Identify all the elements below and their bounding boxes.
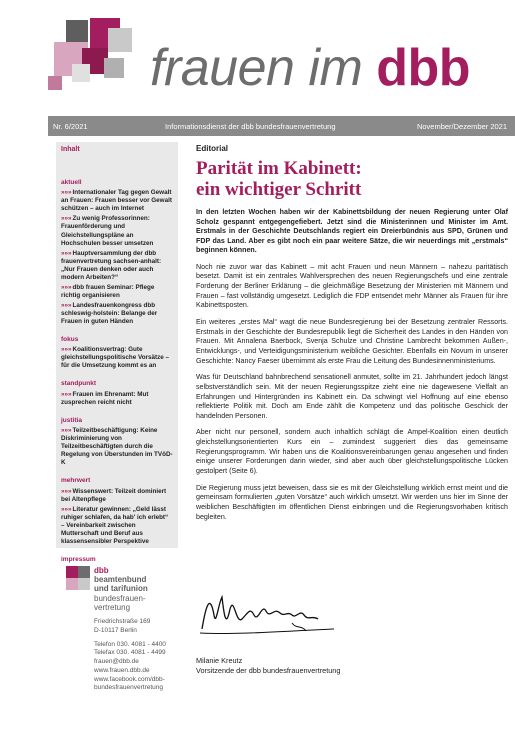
- toc-item[interactable]: [61, 391, 173, 407]
- toc-section-head: standpunkt: [61, 380, 97, 388]
- address-line: www.frauen.dbb.de: [94, 666, 150, 674]
- article-paragraph: Noch nie zuvor war das Kabinett – mit acht Frauen und neun Männern – nahezu paritätisch besetzt. Damit ist ein zentrales Wahlversprechen des neuen Regierungschefs und eine zentrale Forderung der Berliner Erklärung – die gleichmäßige Besetzung der Ministerien mit Männern und Frauen – fast vollständig umgesetzt. Lediglich die FDP entsendet mehr Männer als Frauen für ihre Kabinettsposten.: [196, 262, 508, 310]
- table-of-contents: [56, 142, 178, 564]
- signature-image: [196, 585, 346, 643]
- toc-section: [61, 380, 173, 406]
- toc-impressum[interactable]: impressum: [61, 556, 96, 564]
- address-line: Telefon 030. 4081 - 4400: [94, 640, 166, 648]
- headline-line: ein wichtiger Schritt: [196, 178, 362, 200]
- article-lead: In den letzten Wochen haben wir der Kabinettsbildung der neuen Regierung unter Olaf Scholz gespannt entgegengefiebert. Jetzt sind die Ministerinnen und Minister im Amt. Erstmals in der Geschichte Deutschlands regiert ein Dreierbündnis aus SPD, Grünen und FDP das Land. Aber es gibt noch ein paar weitere Sätze, die wir neuerdings mit „erstmals“ beginnen können.: [196, 208, 508, 255]
- logo-squares: [48, 18, 132, 90]
- toc-item-text: Literatur gewinnen: „Geld lässt ruhiger schlafen, da hab' ich erlebt“ – Vereinbarkeit zwischen Mutterschaft und Beruf aus klassensensibler Perspektive: [61, 505, 169, 546]
- masthead-part1: frauen im: [150, 39, 377, 97]
- masthead: [150, 38, 470, 98]
- toc-item-text: Teilzeitbeschäftigung: Keine Diskriminierung von Teilzeitbeschäftigten durch die Regelung von Überstunden im TVöD-K: [61, 427, 173, 467]
- address-line: www.facebook.com/dbb-: [94, 675, 165, 683]
- brand-line: beamtenbund: [94, 575, 147, 585]
- arrow-icon: »»»: [61, 249, 72, 257]
- toc-item[interactable]: [61, 284, 173, 300]
- article-paragraph: Was für Deutschland bahnbrechend sensationell anmutet, sollte im 21. Jahrhundert jedoch längst selbstverständlich sein. Mit der neuen Regierungsspitze zieht eine nie dagewesene Vielfalt an Erfahrungen und Hintergründen ins Kabinett ein. Da schwingt viel Hoffnung auf eine ebenso reflektierte Politik mit. Doch am Ende zählt die Kompetenz und das politische Geschick der handelnden Personen.: [196, 373, 508, 420]
- arrow-icon: »»»: [61, 215, 72, 223]
- arrow-icon: »»»: [61, 390, 72, 398]
- brand-line: und tarifunion: [94, 584, 148, 594]
- toc-section: [61, 417, 173, 468]
- toc-item[interactable]: [61, 506, 173, 546]
- arrow-icon: »»»: [61, 505, 72, 513]
- brand-line: dbb: [94, 566, 109, 575]
- article-paragraph: Die Regierung muss jetzt beweisen, dass sie es mit der Gleichstellung wirklich ernst meint und die gemeinsam formulierten „guten Vorsätze“ auch wirklich umsetzt. Wir werden uns hier im Sinne der weiblichen Beschäftigten im öffentlichen Dienst einbringen und die Regierungsvorhaben kritisch begleiten.: [196, 483, 508, 521]
- arrow-icon: »»»: [61, 427, 72, 435]
- signer-role: Vorsitzende der dbb bundesfrauenvertretung: [196, 666, 341, 675]
- toc-section-head: aktuell: [61, 178, 82, 186]
- masthead-part2: dbb: [376, 39, 471, 97]
- toc-item-text: Internationaler Tag gegen Gewalt an Frauen: Frauen besser vor Gewalt schützen – auch im Internet: [61, 189, 172, 213]
- toc-item-text: Wissenswert: Teilzeit dominiert bei Altenpflege: [61, 487, 167, 503]
- publication-description: Informationsdienst der dbb bundesfrauenvertretung: [165, 121, 336, 131]
- section-label: Editorial: [196, 144, 229, 153]
- toc-item[interactable]: [61, 302, 173, 326]
- info-bar: [48, 116, 515, 136]
- toc-section-head: fokus: [61, 336, 79, 344]
- toc-item[interactable]: [61, 488, 173, 504]
- signer-name: Milanie Kreutz: [196, 656, 243, 665]
- toc-title: Inhalt: [61, 146, 80, 153]
- toc-item-text: Frauen im Ehrenamt: Mut zusprechen reicht nicht: [61, 390, 149, 406]
- toc-item[interactable]: [61, 189, 173, 213]
- toc-item-text: dbb frauen Seminar: Pflege richtig organisieren: [61, 283, 155, 299]
- toc-section: [61, 477, 173, 546]
- toc-item[interactable]: [61, 215, 173, 247]
- toc-item[interactable]: [61, 427, 173, 467]
- address-line: frauen@dbb.de: [94, 658, 139, 666]
- article-headline: [196, 159, 508, 200]
- dbb-brand: [94, 566, 148, 612]
- editorial-article: [196, 144, 508, 529]
- toc-item[interactable]: [61, 250, 173, 282]
- dbb-logo: [66, 566, 90, 590]
- issue-number: Nr. 6/2021: [53, 121, 88, 131]
- toc-item-text: Landesfrauenkongress dbb schleswig-holstein: Belange der Frauen in guten Händen: [61, 301, 158, 325]
- article-paragraph: Ein weiteres „erstes Mal“ wagt die neue Bundesregierung bei der Besetzung zentraler Ressorts. Erstmals in der Geschichte der Bundesrepublik liegt die Sicherheit des Landes in den Händen von Frauen. Mit Annalena Baerbock, Svenja Schulze und Christine Lambrecht bekommen Außen-, Entwicklungs-, und Verteidigungsministerium weibliche Gesichter. Ebenfalls ein Novum in unserer Geschichte: Nancy Faeser übernimmt als erste Frau die Leitung des Bundesinnenministeriums.: [196, 318, 508, 365]
- arrow-icon: »»»: [61, 283, 72, 291]
- contact-address: [94, 618, 166, 693]
- toc-item[interactable]: [61, 346, 173, 370]
- address-line: bundesfrauenvertretung: [94, 684, 164, 692]
- brand-line: bundesfrauen-: [94, 593, 146, 603]
- brand-line: vertretung: [94, 602, 131, 612]
- address-line: Telefax 030. 4081 - 4499: [94, 649, 166, 657]
- arrow-icon: »»»: [61, 301, 72, 309]
- arrow-icon: »»»: [61, 189, 72, 197]
- arrow-icon: »»»: [61, 346, 72, 354]
- toc-section-head: justitia: [61, 416, 82, 424]
- toc-item-text: Hauptversammlung der dbb frauenvertretung sachsen-anhalt: „Nur Frauen denken oder auch modern Arbeiten?“: [61, 249, 162, 281]
- address-line: D-10117 Berlin: [94, 626, 137, 634]
- issue-date: November/Dezember 2021: [416, 121, 507, 131]
- arrow-icon: »»»: [61, 487, 72, 495]
- toc-item-text: Koalitionsvertrag: Gute gleichstellungspolitische Vorsätze – für die Umsetzung kommt es an: [61, 346, 170, 370]
- address-line: Friedrichstraße 169: [94, 618, 151, 625]
- toc-section: [61, 179, 173, 326]
- article-paragraph: Aber nicht nur personell, sondern auch inhaltlich schlägt die Ampel-Koalition einen deutlich gleichstellungsorientierten Kurs ein – zumindest suggeriert dies das gemeinsame Regierungsprogramm. Wir haben uns die Koalitionsvereinbarungen genau angesehen und finden einige unserer Forderungen darin wieder, sind aber auch über gleichstellungspolitische Lücken gestolpert (Seite 6).: [196, 428, 508, 476]
- toc-section-head: mehrwert: [61, 477, 91, 485]
- headline-line: Parität im Kabinett:: [196, 158, 362, 179]
- toc-section: [61, 336, 173, 370]
- toc-item-text: Zu wenig Professorinnen: Frauenförderung und Gleichstellungspläne an Hochschulen besser umsetzen: [61, 215, 154, 247]
